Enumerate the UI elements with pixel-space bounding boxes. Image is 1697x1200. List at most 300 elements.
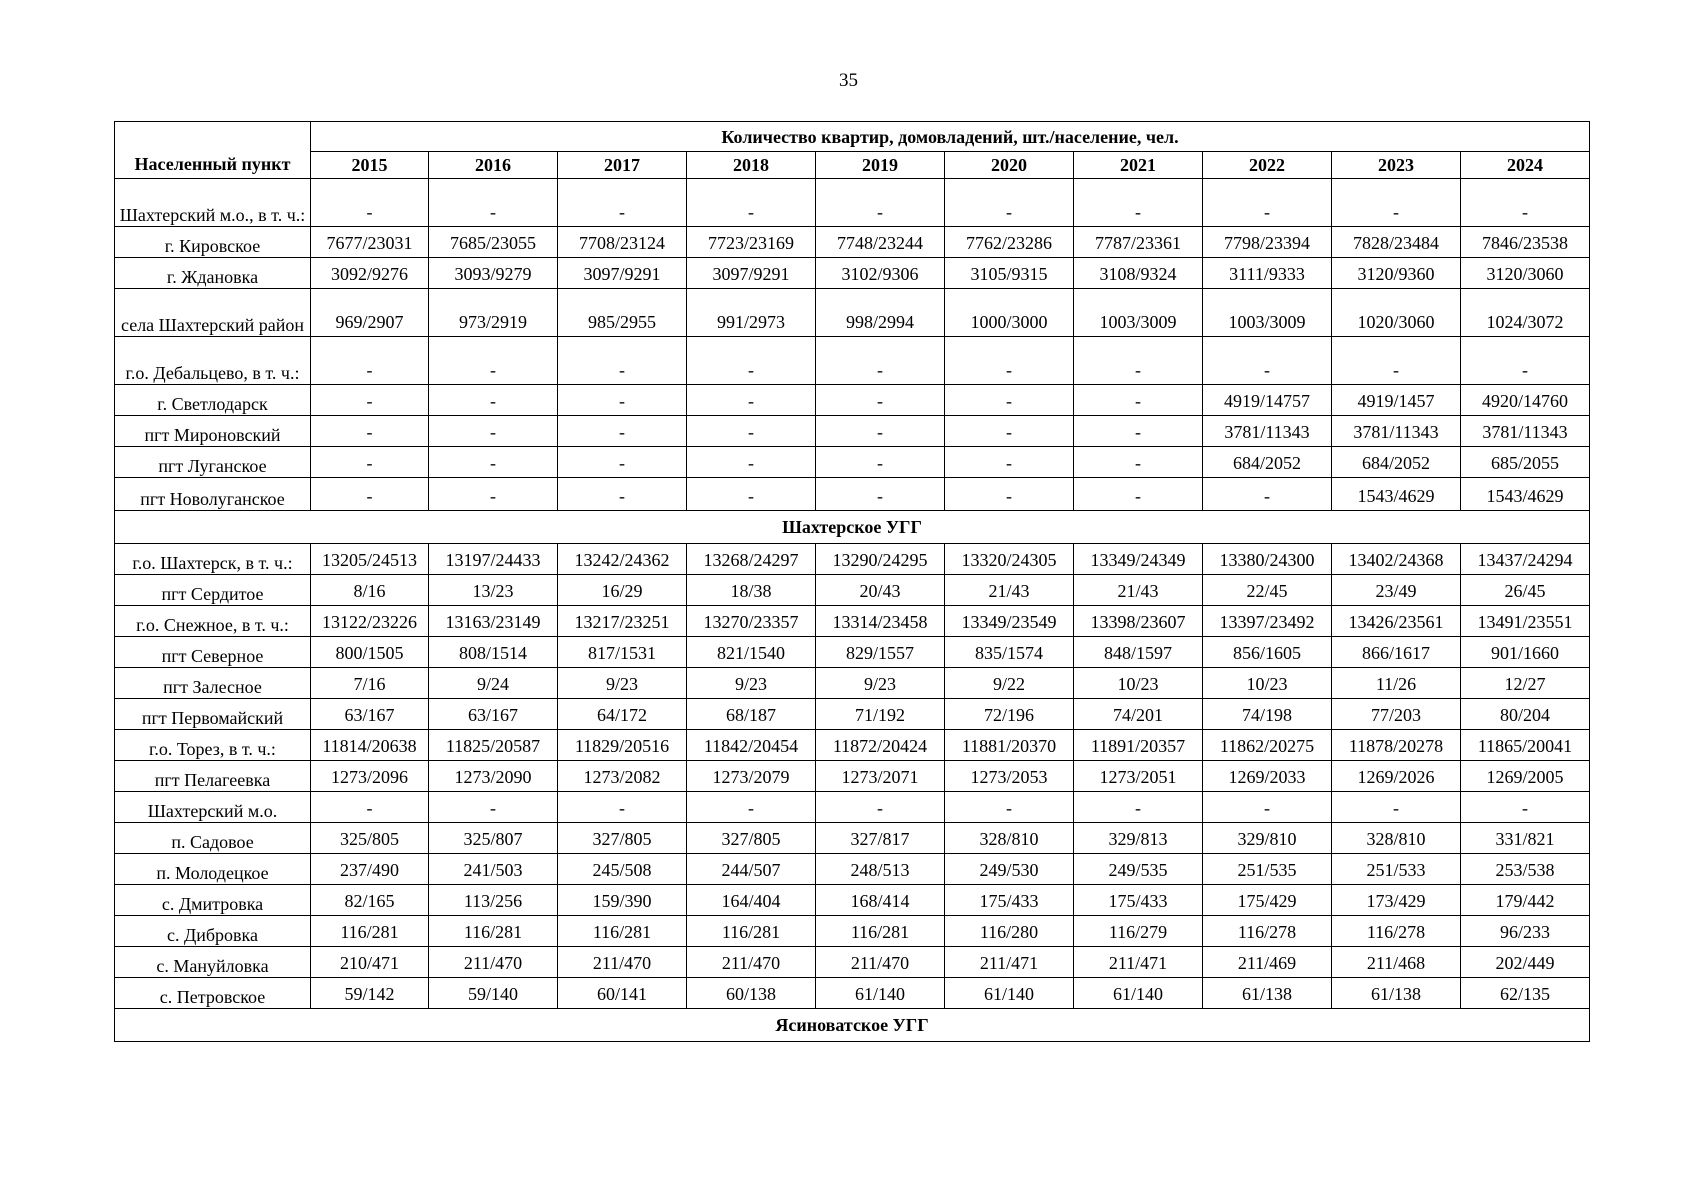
value-cell: 61/138 bbox=[1203, 978, 1332, 1009]
value-cell: - bbox=[816, 385, 945, 416]
value-cell: 179/442 bbox=[1461, 885, 1590, 916]
settlement-name: с. Дмитровка bbox=[115, 885, 311, 916]
settlement-name: п. Садовое bbox=[115, 823, 311, 854]
value-cell: 7723/23169 bbox=[687, 227, 816, 258]
value-cell: 685/2055 bbox=[1461, 447, 1590, 478]
value-cell: 22/45 bbox=[1203, 575, 1332, 606]
header-year: 2017 bbox=[558, 152, 687, 179]
value-cell: 331/821 bbox=[1461, 823, 1590, 854]
value-cell: 13163/23149 bbox=[429, 606, 558, 637]
value-cell: 60/141 bbox=[558, 978, 687, 1009]
value-cell: 11891/20357 bbox=[1074, 730, 1203, 761]
value-cell: 684/2052 bbox=[1332, 447, 1461, 478]
header-year: 2018 bbox=[687, 152, 816, 179]
value-cell: 328/810 bbox=[1332, 823, 1461, 854]
value-cell: 26/45 bbox=[1461, 575, 1590, 606]
table-row bbox=[115, 730, 1590, 761]
value-cell: 11872/20424 bbox=[816, 730, 945, 761]
value-cell: 7708/23124 bbox=[558, 227, 687, 258]
table-row bbox=[115, 258, 1590, 289]
table-row bbox=[115, 385, 1590, 416]
value-cell: 3108/9324 bbox=[1074, 258, 1203, 289]
value-cell: - bbox=[1203, 478, 1332, 511]
value-cell: - bbox=[1461, 792, 1590, 823]
value-cell: 11814/20638 bbox=[311, 730, 429, 761]
value-cell: - bbox=[816, 447, 945, 478]
value-cell: 10/23 bbox=[1074, 668, 1203, 699]
header-year: 2023 bbox=[1332, 152, 1461, 179]
value-cell: 9/23 bbox=[816, 668, 945, 699]
value-cell: 63/167 bbox=[311, 699, 429, 730]
value-cell: 248/513 bbox=[816, 854, 945, 885]
value-cell: 1273/2096 bbox=[311, 761, 429, 792]
value-cell: 64/172 bbox=[558, 699, 687, 730]
value-cell: - bbox=[816, 337, 945, 385]
value-cell: - bbox=[558, 792, 687, 823]
settlement-name: пгт Залесное bbox=[115, 668, 311, 699]
value-cell: 116/281 bbox=[687, 916, 816, 947]
value-cell: 7/16 bbox=[311, 668, 429, 699]
table-row bbox=[115, 947, 1590, 978]
settlement-name: пгт Мироновский bbox=[115, 416, 311, 447]
value-cell: 3120/3060 bbox=[1461, 258, 1590, 289]
value-cell: 8/16 bbox=[311, 575, 429, 606]
value-cell: 821/1540 bbox=[687, 637, 816, 668]
settlement-name: пгт Сердитое bbox=[115, 575, 311, 606]
value-cell: 241/503 bbox=[429, 854, 558, 885]
value-cell: 72/196 bbox=[945, 699, 1074, 730]
value-cell: - bbox=[816, 416, 945, 447]
value-cell: 211/470 bbox=[816, 947, 945, 978]
settlement-name: г.о. Шахтерск, в т. ч.: bbox=[115, 544, 311, 575]
value-cell: - bbox=[945, 447, 1074, 478]
header-group-title: Количество квартир, домовладений, шт./население, чел. bbox=[311, 122, 1590, 152]
value-cell: 985/2955 bbox=[558, 289, 687, 337]
value-cell: 159/390 bbox=[558, 885, 687, 916]
value-cell: 11829/20516 bbox=[558, 730, 687, 761]
value-cell: 175/429 bbox=[1203, 885, 1332, 916]
value-cell: - bbox=[1074, 385, 1203, 416]
value-cell: 175/433 bbox=[945, 885, 1074, 916]
settlement-name: п. Молодецкое bbox=[115, 854, 311, 885]
value-cell: 211/470 bbox=[687, 947, 816, 978]
value-cell: 973/2919 bbox=[429, 289, 558, 337]
value-cell: 61/138 bbox=[1332, 978, 1461, 1009]
value-cell: 3111/9333 bbox=[1203, 258, 1332, 289]
table-row bbox=[115, 699, 1590, 730]
value-cell: - bbox=[687, 179, 816, 227]
value-cell: 63/167 bbox=[429, 699, 558, 730]
value-cell: 808/1514 bbox=[429, 637, 558, 668]
value-cell: 3102/9306 bbox=[816, 258, 945, 289]
value-cell: - bbox=[687, 447, 816, 478]
value-cell: - bbox=[945, 792, 1074, 823]
value-cell: 3097/9291 bbox=[558, 258, 687, 289]
value-cell: 11881/20370 bbox=[945, 730, 1074, 761]
value-cell: 3781/11343 bbox=[1203, 416, 1332, 447]
table-row bbox=[115, 227, 1590, 258]
settlement-name: с. Петровское bbox=[115, 978, 311, 1009]
value-cell: 13397/23492 bbox=[1203, 606, 1332, 637]
value-cell: 13/23 bbox=[429, 575, 558, 606]
table-row bbox=[115, 637, 1590, 668]
value-cell: 116/281 bbox=[816, 916, 945, 947]
value-cell: 7846/23538 bbox=[1461, 227, 1590, 258]
value-cell: 175/433 bbox=[1074, 885, 1203, 916]
value-cell: 1269/2026 bbox=[1332, 761, 1461, 792]
value-cell: - bbox=[687, 792, 816, 823]
value-cell: 244/507 bbox=[687, 854, 816, 885]
value-cell: 9/22 bbox=[945, 668, 1074, 699]
value-cell: 7748/23244 bbox=[816, 227, 945, 258]
value-cell: - bbox=[1332, 792, 1461, 823]
value-cell: - bbox=[311, 179, 429, 227]
value-cell: 116/281 bbox=[429, 916, 558, 947]
table-row bbox=[115, 823, 1590, 854]
value-cell: 1273/2053 bbox=[945, 761, 1074, 792]
value-cell: 1273/2079 bbox=[687, 761, 816, 792]
value-cell: - bbox=[558, 416, 687, 447]
value-cell: - bbox=[816, 478, 945, 511]
value-cell: 9/24 bbox=[429, 668, 558, 699]
value-cell: 12/27 bbox=[1461, 668, 1590, 699]
value-cell: - bbox=[558, 337, 687, 385]
value-cell: 11842/20454 bbox=[687, 730, 816, 761]
value-cell: 998/2994 bbox=[816, 289, 945, 337]
settlement-name: г.о. Снежное, в т. ч.: bbox=[115, 606, 311, 637]
value-cell: 173/429 bbox=[1332, 885, 1461, 916]
value-cell: 11865/20041 bbox=[1461, 730, 1590, 761]
value-cell: - bbox=[558, 179, 687, 227]
settlement-name: г. Светлодарск bbox=[115, 385, 311, 416]
section-title: Шахтерское УГГ bbox=[115, 511, 1590, 544]
value-cell: 329/810 bbox=[1203, 823, 1332, 854]
value-cell: 251/533 bbox=[1332, 854, 1461, 885]
value-cell: 9/23 bbox=[558, 668, 687, 699]
table-row bbox=[115, 478, 1590, 511]
value-cell: 328/810 bbox=[945, 823, 1074, 854]
value-cell: - bbox=[1074, 447, 1203, 478]
value-cell: 991/2973 bbox=[687, 289, 816, 337]
value-cell: 13205/24513 bbox=[311, 544, 429, 575]
value-cell: 74/198 bbox=[1203, 699, 1332, 730]
value-cell: - bbox=[1203, 792, 1332, 823]
value-cell: 3092/9276 bbox=[311, 258, 429, 289]
value-cell: 866/1617 bbox=[1332, 637, 1461, 668]
value-cell: - bbox=[1074, 478, 1203, 511]
value-cell: 3781/11343 bbox=[1461, 416, 1590, 447]
value-cell: 1020/3060 bbox=[1332, 289, 1461, 337]
value-cell: 10/23 bbox=[1203, 668, 1332, 699]
value-cell: 61/140 bbox=[1074, 978, 1203, 1009]
value-cell: 116/281 bbox=[558, 916, 687, 947]
value-cell: 829/1557 bbox=[816, 637, 945, 668]
value-cell: 13349/24349 bbox=[1074, 544, 1203, 575]
value-cell: 13398/23607 bbox=[1074, 606, 1203, 637]
value-cell: 13426/23561 bbox=[1332, 606, 1461, 637]
value-cell: 249/535 bbox=[1074, 854, 1203, 885]
housing-population-table bbox=[114, 121, 1590, 1042]
value-cell: 1273/2071 bbox=[816, 761, 945, 792]
value-cell: 249/530 bbox=[945, 854, 1074, 885]
value-cell: 1543/4629 bbox=[1461, 478, 1590, 511]
value-cell: 13402/24368 bbox=[1332, 544, 1461, 575]
value-cell: - bbox=[429, 447, 558, 478]
value-cell: 211/470 bbox=[558, 947, 687, 978]
value-cell: 23/49 bbox=[1332, 575, 1461, 606]
value-cell: - bbox=[429, 385, 558, 416]
value-cell: 817/1531 bbox=[558, 637, 687, 668]
value-cell: - bbox=[687, 337, 816, 385]
value-cell: 164/404 bbox=[687, 885, 816, 916]
value-cell: 21/43 bbox=[1074, 575, 1203, 606]
value-cell: 7787/23361 bbox=[1074, 227, 1203, 258]
value-cell: 3781/11343 bbox=[1332, 416, 1461, 447]
table-row bbox=[115, 606, 1590, 637]
value-cell: 13349/23549 bbox=[945, 606, 1074, 637]
value-cell: 237/490 bbox=[311, 854, 429, 885]
value-cell: 13437/24294 bbox=[1461, 544, 1590, 575]
value-cell: 13314/23458 bbox=[816, 606, 945, 637]
value-cell: 18/38 bbox=[687, 575, 816, 606]
value-cell: 800/1505 bbox=[311, 637, 429, 668]
settlement-name: г. Кировское bbox=[115, 227, 311, 258]
value-cell: 62/135 bbox=[1461, 978, 1590, 1009]
value-cell: 21/43 bbox=[945, 575, 1074, 606]
value-cell: 71/192 bbox=[816, 699, 945, 730]
value-cell: 80/204 bbox=[1461, 699, 1590, 730]
settlement-name: г. Ждановка bbox=[115, 258, 311, 289]
value-cell: - bbox=[816, 179, 945, 227]
value-cell: 251/535 bbox=[1203, 854, 1332, 885]
value-cell: 1024/3072 bbox=[1461, 289, 1590, 337]
value-cell: 7762/23286 bbox=[945, 227, 1074, 258]
table-row bbox=[115, 416, 1590, 447]
value-cell: - bbox=[945, 385, 1074, 416]
value-cell: 13270/23357 bbox=[687, 606, 816, 637]
table-row bbox=[115, 544, 1590, 575]
value-cell: 325/805 bbox=[311, 823, 429, 854]
table-row bbox=[115, 885, 1590, 916]
value-cell: 211/471 bbox=[1074, 947, 1203, 978]
value-cell: 13290/24295 bbox=[816, 544, 945, 575]
value-cell: 11878/20278 bbox=[1332, 730, 1461, 761]
value-cell: 13320/24305 bbox=[945, 544, 1074, 575]
value-cell: 253/538 bbox=[1461, 854, 1590, 885]
value-cell: 13122/23226 bbox=[311, 606, 429, 637]
header-year: 2022 bbox=[1203, 152, 1332, 179]
header-year: 2019 bbox=[816, 152, 945, 179]
settlement-name: Шахтерский м.о., в т. ч.: bbox=[115, 179, 311, 227]
value-cell: 82/165 bbox=[311, 885, 429, 916]
value-cell: 59/142 bbox=[311, 978, 429, 1009]
value-cell: 3120/9360 bbox=[1332, 258, 1461, 289]
value-cell: 684/2052 bbox=[1203, 447, 1332, 478]
value-cell: - bbox=[311, 792, 429, 823]
value-cell: - bbox=[558, 478, 687, 511]
table-row bbox=[115, 447, 1590, 478]
value-cell: 7677/23031 bbox=[311, 227, 429, 258]
header-year: 2021 bbox=[1074, 152, 1203, 179]
value-cell: - bbox=[816, 792, 945, 823]
value-cell: 4920/14760 bbox=[1461, 385, 1590, 416]
value-cell: 325/807 bbox=[429, 823, 558, 854]
value-cell: 3105/9315 bbox=[945, 258, 1074, 289]
value-cell: 13268/24297 bbox=[687, 544, 816, 575]
section-row bbox=[115, 511, 1590, 544]
value-cell: 4919/1457 bbox=[1332, 385, 1461, 416]
value-cell: - bbox=[687, 478, 816, 511]
table-row bbox=[115, 289, 1590, 337]
value-cell: 901/1660 bbox=[1461, 637, 1590, 668]
value-cell: 116/280 bbox=[945, 916, 1074, 947]
value-cell: - bbox=[1461, 179, 1590, 227]
value-cell: - bbox=[1074, 179, 1203, 227]
value-cell: - bbox=[429, 792, 558, 823]
value-cell: - bbox=[311, 385, 429, 416]
value-cell: 13242/24362 bbox=[558, 544, 687, 575]
value-cell: 113/256 bbox=[429, 885, 558, 916]
value-cell: 202/449 bbox=[1461, 947, 1590, 978]
value-cell: - bbox=[1074, 337, 1203, 385]
value-cell: 211/470 bbox=[429, 947, 558, 978]
value-cell: 96/233 bbox=[1461, 916, 1590, 947]
header-settlement: Населенный пункт bbox=[115, 122, 311, 179]
settlement-name: пгт Новолуганское bbox=[115, 478, 311, 511]
value-cell: - bbox=[311, 337, 429, 385]
value-cell: - bbox=[558, 385, 687, 416]
value-cell: 848/1597 bbox=[1074, 637, 1203, 668]
value-cell: 7685/23055 bbox=[429, 227, 558, 258]
header-year: 2020 bbox=[945, 152, 1074, 179]
value-cell: 116/278 bbox=[1203, 916, 1332, 947]
value-cell: 835/1574 bbox=[945, 637, 1074, 668]
value-cell: - bbox=[429, 179, 558, 227]
value-cell: 116/279 bbox=[1074, 916, 1203, 947]
value-cell: 168/414 bbox=[816, 885, 945, 916]
settlement-name: пгт Луганское bbox=[115, 447, 311, 478]
value-cell: - bbox=[945, 416, 1074, 447]
value-cell: 68/187 bbox=[687, 699, 816, 730]
value-cell: - bbox=[1332, 337, 1461, 385]
value-cell: 9/23 bbox=[687, 668, 816, 699]
value-cell: 13491/23551 bbox=[1461, 606, 1590, 637]
value-cell: - bbox=[429, 478, 558, 511]
value-cell: 11825/20587 bbox=[429, 730, 558, 761]
value-cell: 116/281 bbox=[311, 916, 429, 947]
value-cell: - bbox=[1074, 792, 1203, 823]
value-cell: 211/468 bbox=[1332, 947, 1461, 978]
value-cell: 210/471 bbox=[311, 947, 429, 978]
table-row bbox=[115, 337, 1590, 385]
value-cell: 16/29 bbox=[558, 575, 687, 606]
value-cell: - bbox=[687, 385, 816, 416]
settlement-name: г.о. Дебальцево, в т. ч.: bbox=[115, 337, 311, 385]
value-cell: 3093/9279 bbox=[429, 258, 558, 289]
value-cell: 61/140 bbox=[816, 978, 945, 1009]
header-year: 2024 bbox=[1461, 152, 1590, 179]
value-cell: - bbox=[687, 416, 816, 447]
value-cell: - bbox=[429, 337, 558, 385]
table-row bbox=[115, 854, 1590, 885]
value-cell: - bbox=[311, 447, 429, 478]
table-row bbox=[115, 792, 1590, 823]
value-cell: 329/813 bbox=[1074, 823, 1203, 854]
value-cell: 116/278 bbox=[1332, 916, 1461, 947]
value-cell: 77/203 bbox=[1332, 699, 1461, 730]
settlement-name: села Шахтерский район bbox=[115, 289, 311, 337]
value-cell: - bbox=[1074, 416, 1203, 447]
value-cell: 1269/2005 bbox=[1461, 761, 1590, 792]
value-cell: 1003/3009 bbox=[1074, 289, 1203, 337]
value-cell: 1273/2082 bbox=[558, 761, 687, 792]
value-cell: - bbox=[429, 416, 558, 447]
table-row bbox=[115, 575, 1590, 606]
settlement-name: пгт Первомайский bbox=[115, 699, 311, 730]
settlement-name: пгт Северное bbox=[115, 637, 311, 668]
value-cell: 60/138 bbox=[687, 978, 816, 1009]
value-cell: 856/1605 bbox=[1203, 637, 1332, 668]
section-row bbox=[115, 1009, 1590, 1042]
value-cell: 13197/24433 bbox=[429, 544, 558, 575]
value-cell: - bbox=[945, 478, 1074, 511]
value-cell: 1273/2090 bbox=[429, 761, 558, 792]
value-cell: 211/469 bbox=[1203, 947, 1332, 978]
value-cell: 211/471 bbox=[945, 947, 1074, 978]
settlement-name: пгт Пелагеевка bbox=[115, 761, 311, 792]
value-cell: - bbox=[311, 416, 429, 447]
value-cell: - bbox=[1203, 337, 1332, 385]
header-year: 2015 bbox=[311, 152, 429, 179]
settlement-name: г.о. Торез, в т. ч.: bbox=[115, 730, 311, 761]
value-cell: 61/140 bbox=[945, 978, 1074, 1009]
value-cell: - bbox=[1203, 179, 1332, 227]
value-cell: 1003/3009 bbox=[1203, 289, 1332, 337]
value-cell: 7798/23394 bbox=[1203, 227, 1332, 258]
value-cell: - bbox=[558, 447, 687, 478]
value-cell: 327/817 bbox=[816, 823, 945, 854]
value-cell: 4919/14757 bbox=[1203, 385, 1332, 416]
value-cell: 327/805 bbox=[687, 823, 816, 854]
value-cell: - bbox=[311, 478, 429, 511]
value-cell: - bbox=[945, 337, 1074, 385]
settlement-name: с. Мануйловка bbox=[115, 947, 311, 978]
header-year: 2016 bbox=[429, 152, 558, 179]
value-cell: 245/508 bbox=[558, 854, 687, 885]
value-cell: 13380/24300 bbox=[1203, 544, 1332, 575]
value-cell: 13217/23251 bbox=[558, 606, 687, 637]
table-row bbox=[115, 761, 1590, 792]
value-cell: 20/43 bbox=[816, 575, 945, 606]
value-cell: 7828/23484 bbox=[1332, 227, 1461, 258]
value-cell: - bbox=[945, 179, 1074, 227]
value-cell: 3097/9291 bbox=[687, 258, 816, 289]
page-number: 35 bbox=[839, 70, 858, 91]
settlement-name: с. Дибровка bbox=[115, 916, 311, 947]
value-cell: 11862/20275 bbox=[1203, 730, 1332, 761]
value-cell: 1000/3000 bbox=[945, 289, 1074, 337]
table-row bbox=[115, 916, 1590, 947]
value-cell: 327/805 bbox=[558, 823, 687, 854]
value-cell: 1543/4629 bbox=[1332, 478, 1461, 511]
table-row bbox=[115, 978, 1590, 1009]
value-cell: - bbox=[1461, 337, 1590, 385]
value-cell: 11/26 bbox=[1332, 668, 1461, 699]
value-cell: 969/2907 bbox=[311, 289, 429, 337]
table-row bbox=[115, 668, 1590, 699]
value-cell: 74/201 bbox=[1074, 699, 1203, 730]
value-cell: 1273/2051 bbox=[1074, 761, 1203, 792]
